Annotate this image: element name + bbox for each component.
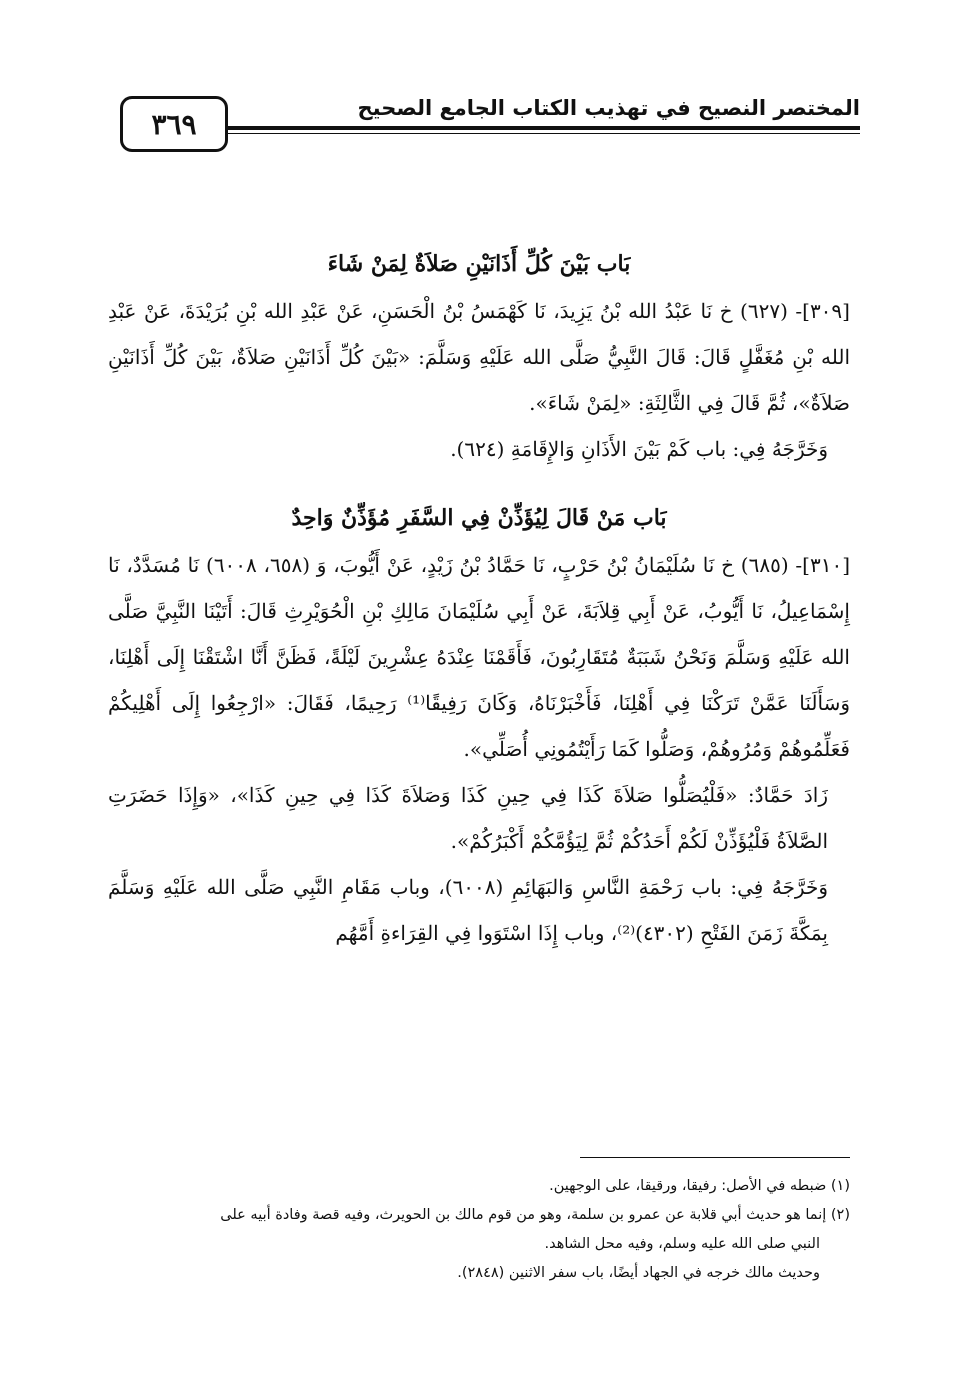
page-number: ٣٦٩ bbox=[120, 96, 228, 152]
footnote-2: (٢) إنما هو حديث أبي قلابة عن عمرو بن سلمة، وهو من قوم مالك بن الحويرث، وفيه قصة وفادة أبيه على bbox=[220, 1207, 850, 1223]
addition-paragraph: زَادَ حَمَّادٌ: «فَلْيُصَلُّوا صَلاَةَ كَذَا فِي حِينِ كَذَا وَصَلاَةَ كَذَا فِي حِينِ كَذَا»، «وَإِذَا حَضَرَتِ الصَّلاَةُ فَلْيُؤَذِّنْ لَكُمْ أَحَدُكُمْ ثُمَّ لِيَؤُمَّكُمْ أَكْبَرُكُمْ». bbox=[108, 783, 828, 853]
hadith-text: خ نَا سُلَيْمَانُ بْنُ حَرْبٍ، نَا حَمَّادُ بْنُ زَيْدٍ، عَنْ أَيُّوبَ، وَ (٦٥٨، ٦٠٠٨) نَا مُسَدَّدٌ، نَا إِسْمَاعِيلُ، نَا أَيُّوبُ، عَنْ أَبِي قِلاَبَةَ، عَنْ أَبِي سُلَيْمَانَ مَالِكِ بْنِ الْحُوَيْرِثِ قَالَ: أَتَيْنَا النَّبِيَّ صَلَّى الله عَلَيْهِ وَسَلَّمَ وَنَحْنُ شَبَبَةٌ مُتَقَارِبُونَ، فَأَقَمْنَا عِنْدَهُ عِشْرِينَ لَيْلَةً، فَظَنَّ أَنَّا اشْتَقْنَا إِلَى أَهْلِنَا، وَسَأَلَنَا عَمَّنْ تَرَكْنَا فِي أَهْلِنَا، فَأَخْبَرْنَاهُ، وَكَانَ رَفِيقًا⁽¹⁾ رَحِيمًا، فَقَالَ: «ارْجِعُوا إِلَى أَهْلِيكُمْ فَعَلِّمُوهُمْ وَمُرُوهُمْ، وَصَلُّوا كَمَا رَأَيْتُمُونِي أُصَلِّي». bbox=[108, 553, 850, 761]
hadith-paragraph bbox=[108, 288, 850, 426]
footnote-2-continuation: النبي صلى الله عليه وسلم، وفيه محل الشاهد. bbox=[544, 1236, 820, 1252]
footnote-2-extra: وحديث مالك خرجه في الجهاد أيضًا، باب سفر الاثنين (٢٨٤٨). bbox=[457, 1265, 820, 1281]
book-title: المختصر النصيح في تهذيب الكتاب الجامع الصحيح bbox=[357, 96, 860, 120]
hadith-text: خ نَا عَبْدُ الله بْنُ يَزِيدَ، نَا كَهْمَسُ بْنُ الْحَسَنِ، عَنْ عَبْدِ الله بْنِ بُرَيْدَةَ، عَنْ عَبْدِ الله بْنِ مُغَفَّلٍ قَالَ: قَالَ النَّبِيُّ صَلَّى الله عَلَيْهِ وَسَلَّمَ: «بَيْنَ كُلِّ أَذَانَيْنِ صَلاَةٌ، بَيْنَ كُلِّ أَذَانَيْنِ صَلاَةٌ»، ثُمَّ قَالَ فِي الثَّالِثَةِ: «لِمَنْ شَاءَ». bbox=[108, 299, 850, 415]
running-header bbox=[100, 88, 860, 158]
footnote-1: (١) ضبطه في الأصل: رفيقا، ورقيقا، على الوجهين. bbox=[549, 1178, 850, 1194]
footnote-separator bbox=[580, 1157, 850, 1158]
header-rule bbox=[228, 126, 860, 130]
hadith-number: [٣٠٩]- (٦٢٧) bbox=[740, 299, 850, 323]
chapter-heading: بَاب مَنْ قَالَ لِيُؤَذِّنْ فِي السَّفَرِ مُؤَذِّنٌ وَاحِدٌ bbox=[291, 505, 667, 531]
hadith-paragraph bbox=[108, 542, 850, 772]
takhrij-line: وَخَرَّجَهُ فِي: باب كَمْ بَيْنَ الأَذَانِ وَالإِقَامَةِ (٦٢٤). bbox=[450, 437, 828, 461]
hadith-number: [٣١٠]- (٦٨٥) bbox=[740, 553, 851, 577]
chapter-heading: بَاب بَيْنَ كُلِّ أَذَانَيْنِ صَلاَةٌ لِمَنْ شَاءَ bbox=[327, 251, 631, 277]
main-text bbox=[108, 240, 850, 956]
takhrij-line: وَخَرَّجَهُ فِي: باب رَحْمَةِ النَّاسِ وَالبَهَائِمِ (٦٠٠٨)، وباب مَقَامِ النَّبِي صَلَّى الله عَلَيْهِ وَسَلَّمَ بِمَكَّةَ زَمَنَ الفَتْحِ (٤٣٠٢)⁽²⁾، وباب إِذَا اسْتَوَوا فِي القِرَاءةِ أَمَّهُم bbox=[108, 875, 828, 945]
footnotes bbox=[108, 1172, 850, 1288]
header-rule-thin bbox=[228, 133, 860, 134]
